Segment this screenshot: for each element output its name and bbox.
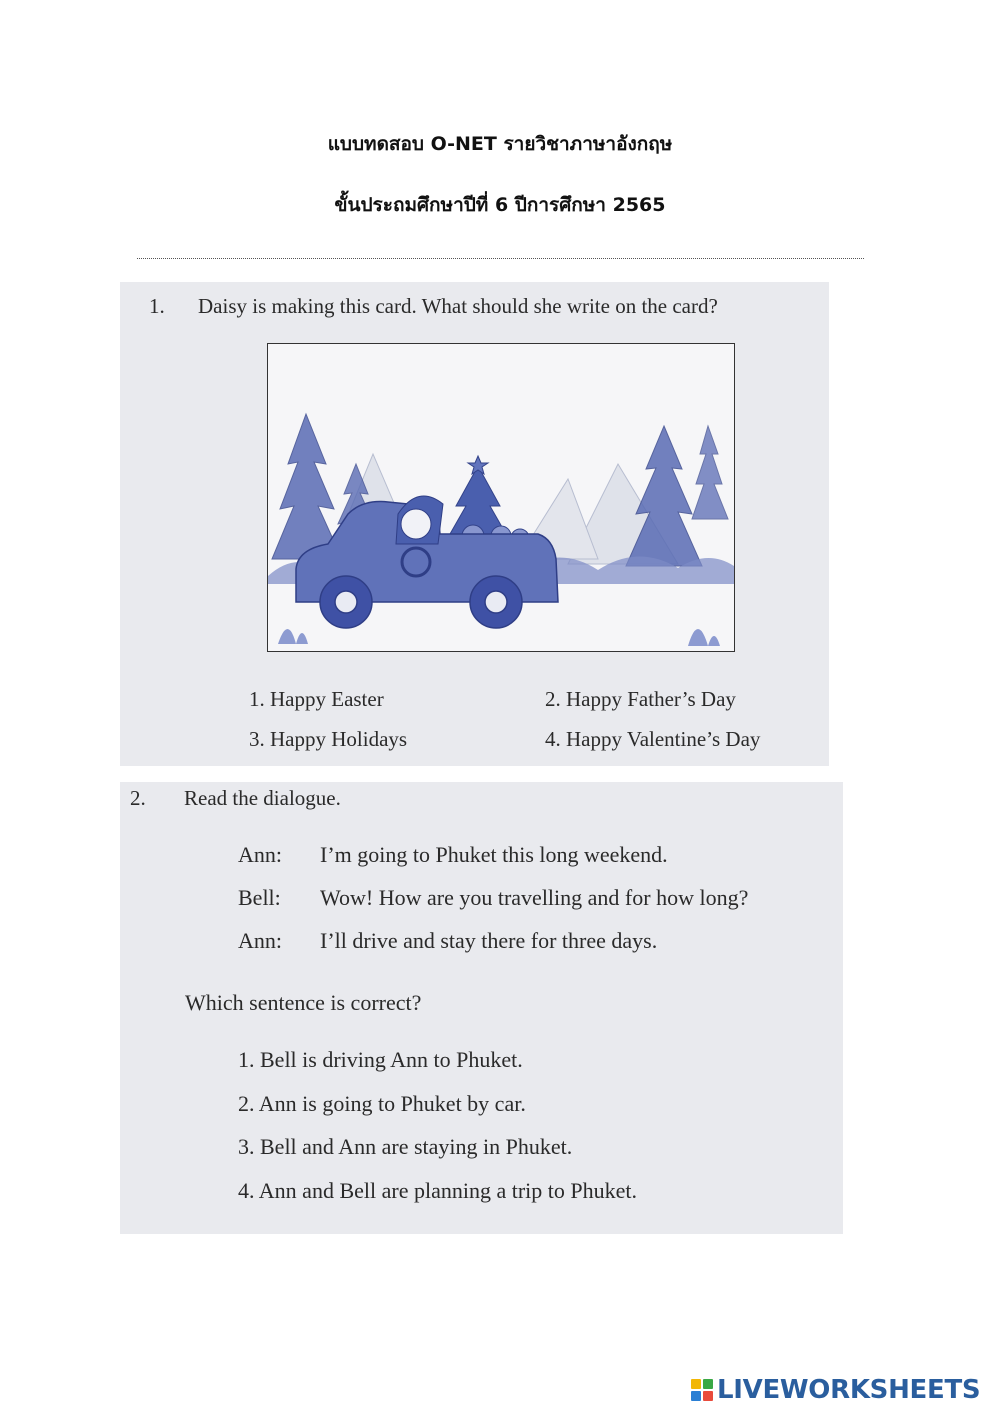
question-2-option-2: 2. Ann is going to Phuket by car.	[238, 1091, 526, 1116]
pine-tree-icon	[626, 426, 728, 566]
liveworksheets-logo	[691, 1375, 980, 1405]
dotted-divider	[137, 258, 864, 259]
dialogue-speaker: Bell:	[238, 885, 281, 910]
worksheet-subtitle: ขั้นประถมศึกษาปีที่ 6 ปีการศึกษา 2565	[334, 194, 666, 216]
question-2-option-4: 4. Ann and Bell are planning a trip to Phuket.	[238, 1178, 637, 1203]
question-2-option-1: 1. Bell is driving Ann to Phuket.	[238, 1047, 523, 1072]
question-1-prompt: Daisy is making this card. What should she write on the card?	[198, 294, 718, 318]
dialogue-speaker: Ann:	[238, 928, 282, 953]
christmas-tree-icon	[450, 456, 506, 534]
dialogue-speaker: Ann:	[238, 842, 282, 867]
logo-square	[691, 1379, 701, 1389]
question-1-panel	[120, 282, 829, 766]
question-1-option-1: 1. Happy Easter	[249, 687, 384, 711]
worksheet-title: แบบทดสอบ O-NET รายวิชาภาษาอังกฤษ	[327, 133, 673, 155]
question-1-option-2: 2. Happy Father’s Day	[545, 687, 736, 711]
liveworksheets-logo-icon	[691, 1379, 713, 1401]
dialogue-line: Wow! How are you travelling and for how long?	[320, 885, 749, 910]
question-2-instruction: Read the dialogue.	[184, 786, 341, 810]
question-1-option-4: 4. Happy Valentine’s Day	[545, 727, 761, 751]
holiday-card-image	[267, 343, 735, 652]
dialogue-line: I’m going to Phuket this long weekend.	[320, 842, 668, 867]
logo-square	[691, 1391, 701, 1401]
plant-shape	[688, 629, 720, 646]
question-2-prompt: Which sentence is correct?	[185, 990, 422, 1015]
logo-square	[703, 1391, 713, 1401]
question-2-panel	[120, 782, 843, 1234]
question-2-option-3: 3. Bell and Ann are staying in Phuket.	[238, 1134, 573, 1159]
liveworksheets-brand-text: LIVEWORKSHEETS	[717, 1375, 981, 1405]
question-1-option-3: 3. Happy Holidays	[249, 727, 408, 751]
logo-square	[703, 1379, 713, 1389]
dialogue-line: I’ll drive and stay there for three days.	[320, 928, 658, 953]
question-2-number: 2.	[130, 786, 146, 810]
question-1-number: 1.	[149, 294, 165, 318]
card-illustration	[268, 344, 734, 651]
plant-shape	[278, 629, 308, 644]
